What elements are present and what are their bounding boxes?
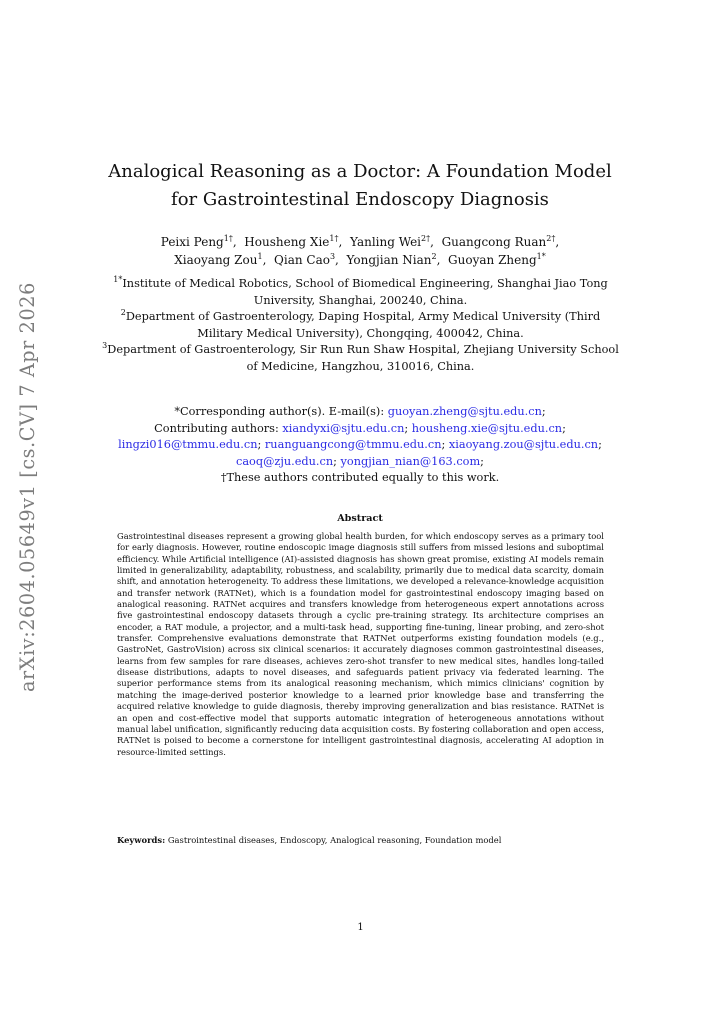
abstract-heading: Abstract <box>337 513 383 524</box>
author: Guoyan Zheng$^{1*}$ <box>448 252 546 267</box>
arxiv-identifier: arXiv:2604.05649v1 [cs.CV] 7 Apr 2026 <box>16 282 39 692</box>
author: Qian Cao$^3$ <box>274 252 336 267</box>
paper-title: Analogical Reasoning as a Doctor: A Foundation Model for Gastrointestinal Endoscopy Diagnosis <box>108 161 612 210</box>
author: Xiaoyang Zou$^1$ <box>174 252 263 267</box>
keywords-label: Keywords: <box>117 835 166 845</box>
author: Guangcong Ruan$^{2\dagger}$ <box>441 234 556 249</box>
email-link[interactable]: yongjian_nian@163.com <box>340 454 481 468</box>
affiliation-list <box>101 276 620 375</box>
email-link[interactable]: ruanguangcong@tmmu.edu.cn <box>264 438 442 451</box>
abstract-text: Gastrointestinal diseases represent a growing global health burden, for which endoscopy serves as a primary tool for early diagnosis. However, routine endoscopic image diagnosis still suffers from missed lesions and suboptimal efficiency. While Artificial intelligence (AI)-assisted diagnosis has shown great promise, existing AI models remain limited in generalizability, adaptability, robustness, and scalability, primarily due to medical data scarcity, domain shift, and annotation heterogeneity. To address these limitations, we developed a relevance-knowledge acquisition and transfer network (RATNet), which is a foundation model for gastrointestinal endoscopy imaging based on analogical reasoning. RATNet acquires and transfers knowledge from heterogeneous expert annotations across five gastrointestinal endoscopy datasets through a cyclic pre-training strategy. Its architecture comprises an encoder, a RAT module, a projector, and a multi-task head, supporting fine-tuning, linear probing, and zero-shot transfer. Comprehensive evaluations demonstrate that RATNet outperforms existing foundation models (e.g., GastroNet, GastroVision) across six clinical scenarios: it accurately diagnoses common gastrointestinal diseases, learns from few samples for rare diseases, achieves zero-shot transfer to new medical sites, handles long-tailed disease distributions, adapts to novel diseases, and safeguards patient privacy via federated learning. The superior performance stems from its analogical reasoning mechanism, which mimics clinicians' cognition by matching the image-derived posterior knowledge to a learned prior knowledge base and transferring the acquired relative knowledge to guide diagnosis, thereby improving generalization and bias resistance. RATNet is an open and cost-effective model that supports automatic integration of heterogeneous annotations without manual label unification, significantly reducing data acquisition costs. By fostering collaboration and open access, RATNet is poised to become a cornerstone for intelligent gastrointestinal diagnosis, accelerating AI adoption in resource-limited settings. <box>117 531 604 757</box>
email-link[interactable]: caoq@zju.edu.cn <box>236 454 334 468</box>
corresponding-label: *Corresponding author(s). E-mail(s): <box>174 405 385 418</box>
email-link[interactable]: lingzi016@tmmu.edu.cn <box>118 438 258 451</box>
email-link[interactable]: housheng.xie@sjtu.edu.cn <box>411 421 563 435</box>
page-number: 1 <box>357 922 364 933</box>
affiliation: $^2$Department of Gastroenterology, Daping Hospital, Army Medical University (Third Military Medical University), Chongqing, 400042, China. <box>120 308 601 340</box>
author: Housheng Xie$^{1\dagger}$ <box>244 234 339 249</box>
corresponding-email-link[interactable]: guoyan.zheng@sjtu.edu.cn <box>387 405 542 418</box>
keywords-line <box>117 835 604 846</box>
affiliation: $^3$Department of Gastroenterology, Sir Run Run Shaw Hospital, Zhejiang University School of Medicine, Hangzhou, 310016, China. <box>102 341 619 373</box>
author-list: Peixi Peng$^{1\dagger}$, Housheng Xie$^{1\dagger}$, Yanling Wei$^{2\dagger}$, Guangcong Ruan$^{2\dagger}$, Xiaoyang Zou$^1$, Qian Cao$^3$, Yongjian Nian$^2$, Guoyan Zheng$^{1*}$ <box>160 234 560 267</box>
author: Yanling Wei$^{2\dagger}$ <box>349 234 431 249</box>
equal-contribution-note: †These authors contributed equally to this work. <box>220 471 500 484</box>
email-link[interactable]: xiaoyang.zou@sjtu.edu.cn <box>448 438 599 451</box>
corresponding-info: *Corresponding author(s). E-mail(s): guoyan.zheng@sjtu.edu.cn; Contributing authors: xiandyxi@sjtu.edu.cn; housheng.xie@sjtu.edu.cn; lingzi016@tmmu.edu.cn; ruanguangcong@tmmu.edu.cn; xiaoyang.zou@sjtu.edu.cn; caoq@zju.edu.cn; yongjian_nian@163.com; †These authors contributed equally to this work. <box>118 405 602 484</box>
affiliation: $^{1*}$Institute of Medical Robotics, School of Biomedical Engineering, Shanghai Jiao Tong University, Shanghai, 200240, China. <box>113 275 608 307</box>
email-link[interactable]: xiandyxi@sjtu.edu.cn <box>282 421 405 435</box>
author: Yongjian Nian$^2$ <box>346 252 437 267</box>
keywords-text: Gastrointestinal diseases, Endoscopy, Analogical reasoning, Foundation model <box>167 835 502 845</box>
author: Peixi Peng$^{1\dagger}$ <box>160 234 233 249</box>
contributing-label: Contributing authors: <box>154 421 279 435</box>
